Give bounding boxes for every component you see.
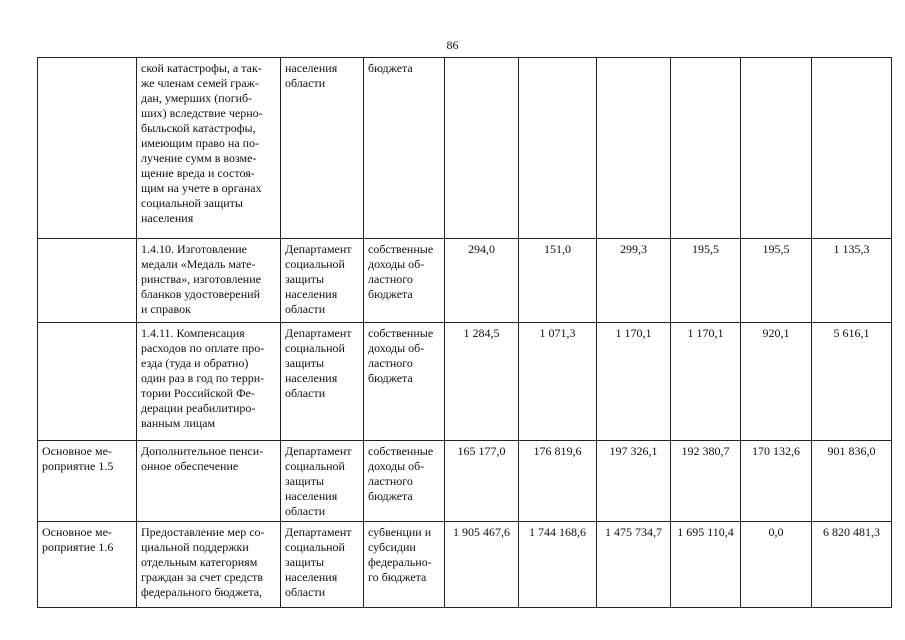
value-cell-text: 1 170,1 (687, 326, 724, 340)
value-cell (671, 441, 741, 522)
value-cell (445, 441, 519, 522)
value-cell (741, 522, 812, 608)
value-cell-text: 6 820 481,3 (823, 525, 880, 539)
value-cell (519, 239, 597, 323)
value-cell (519, 522, 597, 608)
name-cell (137, 522, 281, 608)
value-cell-text: 195,5 (762, 242, 790, 256)
value-cell-text: 165 177,0 (457, 444, 506, 458)
value-cell-text: 1 284,5 (463, 326, 500, 340)
value-cell-text: 151,0 (544, 242, 571, 256)
value-cell (741, 58, 812, 239)
value-cell (445, 58, 519, 239)
value-cell (812, 441, 892, 522)
value-cell (445, 522, 519, 608)
value-cell (812, 58, 892, 239)
table-row (38, 522, 892, 608)
event-cell (38, 239, 137, 323)
executor-cell (281, 58, 364, 239)
executor-cell-text: населения области (285, 61, 338, 90)
source-cell-text: бюджета (368, 61, 413, 75)
budget-table (37, 57, 892, 608)
event-cell-text: Основное ме- роприятие 1.5 (42, 444, 114, 473)
value-cell-text: 1 744 168,6 (529, 525, 586, 539)
value-cell-text: 901 836,0 (827, 444, 876, 458)
value-cell-text: 176 819,6 (533, 444, 582, 458)
value-cell (597, 239, 671, 323)
value-cell-text: 1 135,3 (833, 242, 870, 256)
name-cell-text: 1.4.11. Компенсация расходов по оплате про- езда (туда и обратно) один раз в год по терри- тории Российской Фе- дерации реабилитиро- ванным лицам (141, 326, 265, 430)
value-cell-text: 920,1 (762, 326, 790, 340)
executor-cell (281, 323, 364, 441)
source-cell (364, 239, 445, 323)
name-cell-text: Предоставление мер со- циальной поддержки отдельным категориям граждан за счет средств федерального бюджета, (141, 525, 265, 599)
value-cell (597, 58, 671, 239)
table-row (38, 239, 892, 323)
name-cell (137, 239, 281, 323)
value-cell (597, 441, 671, 522)
value-cell-text: 299,3 (620, 242, 647, 256)
source-cell-text: субвенции и субсидии федерально- го бюджета (368, 525, 432, 584)
value-cell (519, 323, 597, 441)
source-cell (364, 58, 445, 239)
executor-cell (281, 441, 364, 522)
event-cell (38, 522, 137, 608)
value-cell (741, 323, 812, 441)
name-cell-text: Дополнительное пенси- онное обеспечение (141, 444, 264, 473)
table-row (38, 323, 892, 441)
name-cell-text: ской катастрофы, а так- же членам семей граж- дан, умерших (погиб- ших) вследствие черно- быльской катастрофы, имеющим право на по- лучение сумм в возме- щение вреда и состоя- щим на учете в органах социальной защиты населения (141, 61, 263, 225)
value-cell (671, 323, 741, 441)
value-cell (812, 239, 892, 323)
value-cell-text: 1 071,3 (539, 326, 576, 340)
source-cell-text: собственные доходы об- ластного бюджета (368, 444, 434, 503)
value-cell-text: 1 475 734,7 (605, 525, 662, 539)
value-cell-text: 192 380,7 (681, 444, 730, 458)
source-cell-text: собственные доходы об- ластного бюджета (368, 326, 434, 385)
table-row (38, 441, 892, 522)
value-cell (519, 441, 597, 522)
value-cell (597, 323, 671, 441)
source-cell (364, 323, 445, 441)
value-cell (671, 239, 741, 323)
executor-cell-text: Департамент социальной защиты населения области (285, 242, 352, 316)
value-cell-text: 1 170,1 (615, 326, 652, 340)
source-cell-text: собственные доходы об- ластного бюджета (368, 242, 434, 301)
executor-cell (281, 522, 364, 608)
name-cell-text: 1.4.10. Изготовление медали «Медаль мате- ринства», изготовление бланков удостоверений и справок (141, 242, 261, 316)
event-cell (38, 58, 137, 239)
value-cell (741, 239, 812, 323)
value-cell (812, 522, 892, 608)
executor-cell (281, 239, 364, 323)
event-cell (38, 323, 137, 441)
value-cell-text: 195,5 (692, 242, 719, 256)
value-cell-text: 170 132,6 (752, 444, 800, 458)
event-cell-text: Основное ме- роприятие 1.6 (42, 525, 114, 554)
value-cell-text: 1 905 467,6 (453, 525, 510, 539)
value-cell-text: 294,0 (468, 242, 495, 256)
executor-cell-text: Департамент социальной защиты населения области (285, 326, 352, 400)
name-cell (137, 323, 281, 441)
value-cell (445, 239, 519, 323)
value-cell-text: 0,0 (768, 525, 784, 539)
value-cell (812, 323, 892, 441)
executor-cell-text: Департамент социальной защиты населения области (285, 525, 352, 599)
value-cell (445, 323, 519, 441)
table-row (38, 58, 892, 239)
page-number: 86 (446, 38, 459, 52)
value-cell-text: 1 695 110,4 (677, 525, 734, 539)
table-body (38, 58, 892, 608)
value-cell (671, 58, 741, 239)
executor-cell-text: Департамент социальной защиты населения области (285, 444, 352, 518)
name-cell (137, 58, 281, 239)
source-cell (364, 522, 445, 608)
value-cell (597, 522, 671, 608)
value-cell (519, 58, 597, 239)
name-cell (137, 441, 281, 522)
value-cell (671, 522, 741, 608)
value-cell-text: 5 616,1 (833, 326, 870, 340)
source-cell (364, 441, 445, 522)
event-cell (38, 441, 137, 522)
value-cell (741, 441, 812, 522)
value-cell-text: 197 326,1 (609, 444, 658, 458)
